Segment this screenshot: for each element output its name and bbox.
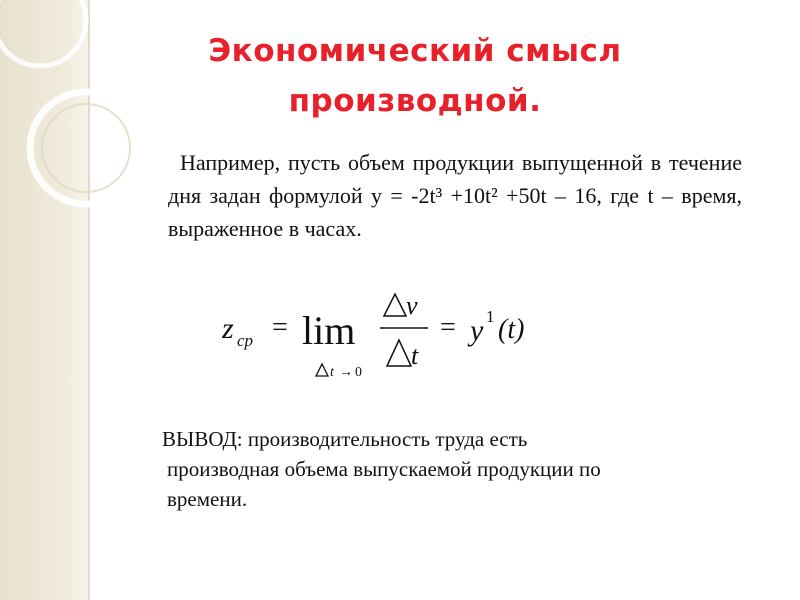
- formula-argument: (t): [498, 314, 525, 345]
- deco-circle-inner: [42, 104, 130, 192]
- formula-equals-1: =: [272, 312, 288, 343]
- decorative-circles: [0, 0, 140, 220]
- conclusion-line-3: времени.: [167, 487, 248, 511]
- conclusion-block: [150, 424, 740, 514]
- title-line-1: Экономический смысл: [208, 33, 622, 69]
- deco-circle-large: [30, 92, 140, 204]
- delta-icon-denominator: [387, 340, 411, 366]
- title-line-2: производной.: [288, 83, 542, 119]
- formula-y-superscript: 1: [486, 307, 495, 326]
- conclusion-line-2: производная объема выпускаемой продукции по: [167, 457, 601, 481]
- conclusion-line-1: ВЫВОД: производительность труда есть: [162, 427, 528, 451]
- formula-z: z: [222, 312, 234, 345]
- formula-denominator-t: t: [411, 341, 419, 370]
- formula-lim-sub-zero: 0: [355, 365, 362, 380]
- example-paragraph: Например, пусть объем продукции выпущенной в течение дня задан формулой y = -2t³ +10t² +50t – 16, где t – время, выраженное в часах.: [168, 150, 742, 241]
- formula-numerator-v: v: [406, 291, 418, 320]
- formula-lim-sub-t: t: [330, 365, 334, 380]
- deco-circle-top: [0, 0, 86, 66]
- formula-equals-2: =: [440, 312, 456, 343]
- formula-lim-sub-arrow: →: [339, 365, 353, 380]
- slide-title: [150, 26, 680, 126]
- derivative-formula: [222, 282, 562, 382]
- delta-icon-numerator: [384, 294, 406, 316]
- formula-lim: lim: [302, 308, 356, 353]
- formula-y: y: [470, 314, 484, 347]
- delta-icon-sub: [316, 364, 328, 376]
- formula-z-subscript: cp: [237, 331, 254, 350]
